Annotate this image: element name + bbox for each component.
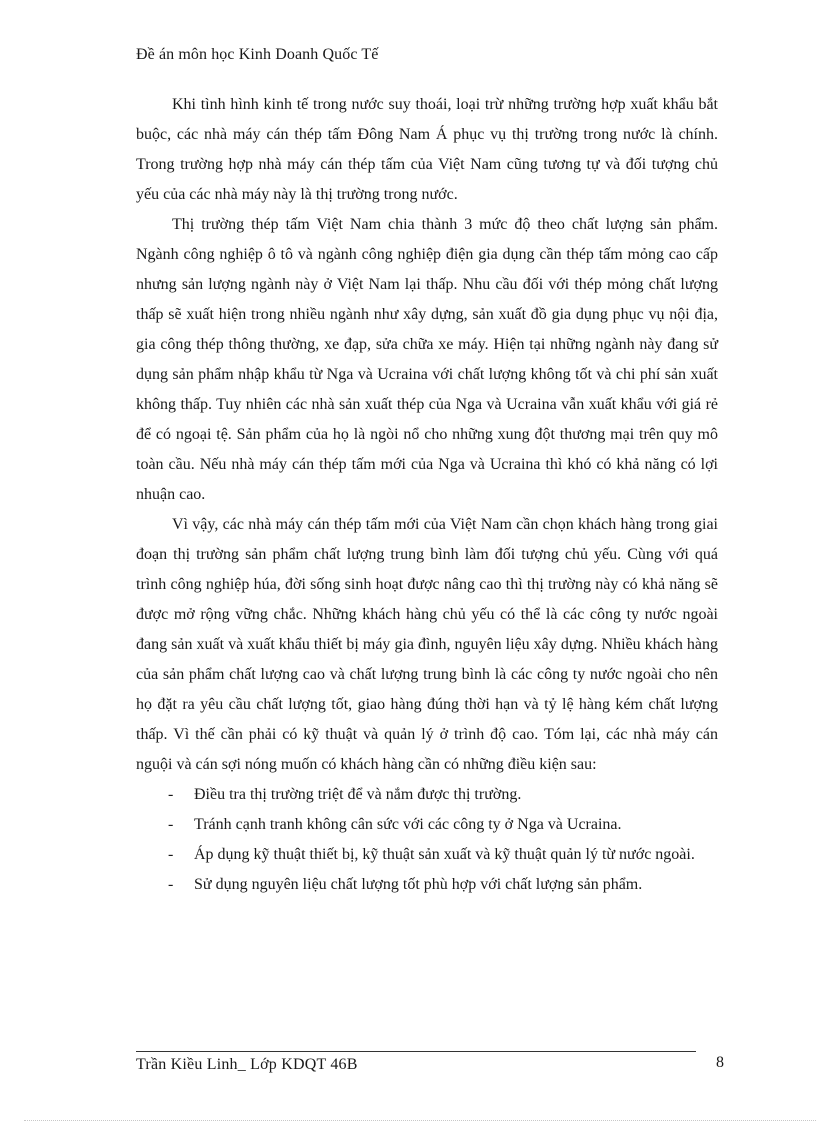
list-item-text: Áp dụng kỹ thuật thiết bị, kỹ thuật sản xuất và kỹ thuật quản lý từ nước ngoài.: [194, 846, 695, 863]
list-item: [136, 870, 718, 900]
list-item: [136, 780, 718, 810]
list-item-text: Sử dụng nguyên liệu chất lượng tốt phù hợp với chất lượng sản phẩm.: [194, 876, 643, 893]
list-item-text: Điều tra thị trường triệt để và nắm được thị trường.: [194, 786, 522, 803]
footer-divider: [136, 1051, 696, 1052]
list-item-text: Tránh cạnh tranh không cân sức với các công ty ở Nga và Ucraina.: [194, 816, 622, 833]
list-item: [136, 810, 718, 840]
list-bullet: -: [168, 816, 174, 833]
list-bullet: -: [168, 786, 174, 803]
paragraph: Khi tình hình kinh tế trong nước suy thoái, loại trừ những trường hợp xuất khẩu bắt buộc, các nhà máy cán thép tấm Đông Nam Á phục vụ thị trường trong nước là chính. Trong trường hợp nhà máy cán thép tấm của Việt Nam cũng tương tự và đối tượng chủ yếu của các nhà máy này là thị trường trong nước.: [136, 96, 718, 203]
list-item: [136, 840, 718, 870]
list-bullet: -: [168, 876, 174, 893]
paragraph: Thị trường thép tấm Việt Nam chia thành 3 mức độ theo chất lượng sản phẩm. Ngành công nghiệp ô tô và ngành công nghiệp điện gia dụng cần thép tấm mỏng cao cấp nhưng sản lượng ngành này ở Việt Nam lại thấp. Nhu cầu đối với thép mỏng chất lượng thấp sẽ xuất hiện trong nhiều ngành như xây dựng, sản xuất đồ gia dụng phục vụ nội địa, gia công thép thông thường, xe đạp, sửa chữa xe máy. Hiện tại những ngành này đang sử dụng sản phẩm nhập khẩu từ Nga và Ucraina với chất lượng không tốt và chi phí sản xuất không thấp. Tuy nhiên các nhà sản xuất thép của Nga và Ucraina vẫn xuất khẩu với giá rẻ để có ngoại tệ. Sản phẩm của họ là ngòi nổ cho những xung đột thương mại trên quy mô toàn cầu. Nếu nhà máy cán thép tấm mới của Nga và Ucraina thì khó có khả năng có lợi nhuận cao.: [136, 216, 718, 503]
page-number: 8: [716, 1054, 724, 1071]
list-bullet: -: [168, 846, 174, 863]
document-body: [136, 90, 718, 900]
document-header: Đề án môn học Kinh Doanh Quốc Tế: [136, 46, 379, 63]
conditions-list: [136, 780, 718, 900]
page-edge-divider: [24, 1120, 816, 1121]
paragraph: Vì vậy, các nhà máy cán thép tấm mới của Việt Nam cần chọn khách hàng trong giai đoạn thị trường sản phẩm chất lượng trung bình làm đối tượng chủ yếu. Cùng với quá trình công nghiệp húa, đời sống sinh hoạt được nâng cao thì thị trường này có khả năng sẽ được mở rộng vững chắc. Những khách hàng chủ yếu có thể là các công ty nước ngoài đang sản xuất và xuất khẩu thiết bị máy gia đình, nguyên liệu xây dựng. Nhiều khách hàng của sản phẩm chất lượng cao và chất lượng trung bình là các công ty nước ngoài cho nên họ đặt ra yêu cầu chất lượng tốt, giao hàng đúng thời hạn và tỷ lệ hàng kém chất lượng thấp. Vì thế cần phải có kỹ thuật và quản lý ở trình độ cao. Tóm lại, các nhà máy cán nguội và cán sợi nóng muốn có khách hàng cần có những điều kiện sau:: [136, 516, 718, 773]
footer-author: Trần Kiều Linh_ Lớp KDQT 46B: [136, 1056, 358, 1073]
